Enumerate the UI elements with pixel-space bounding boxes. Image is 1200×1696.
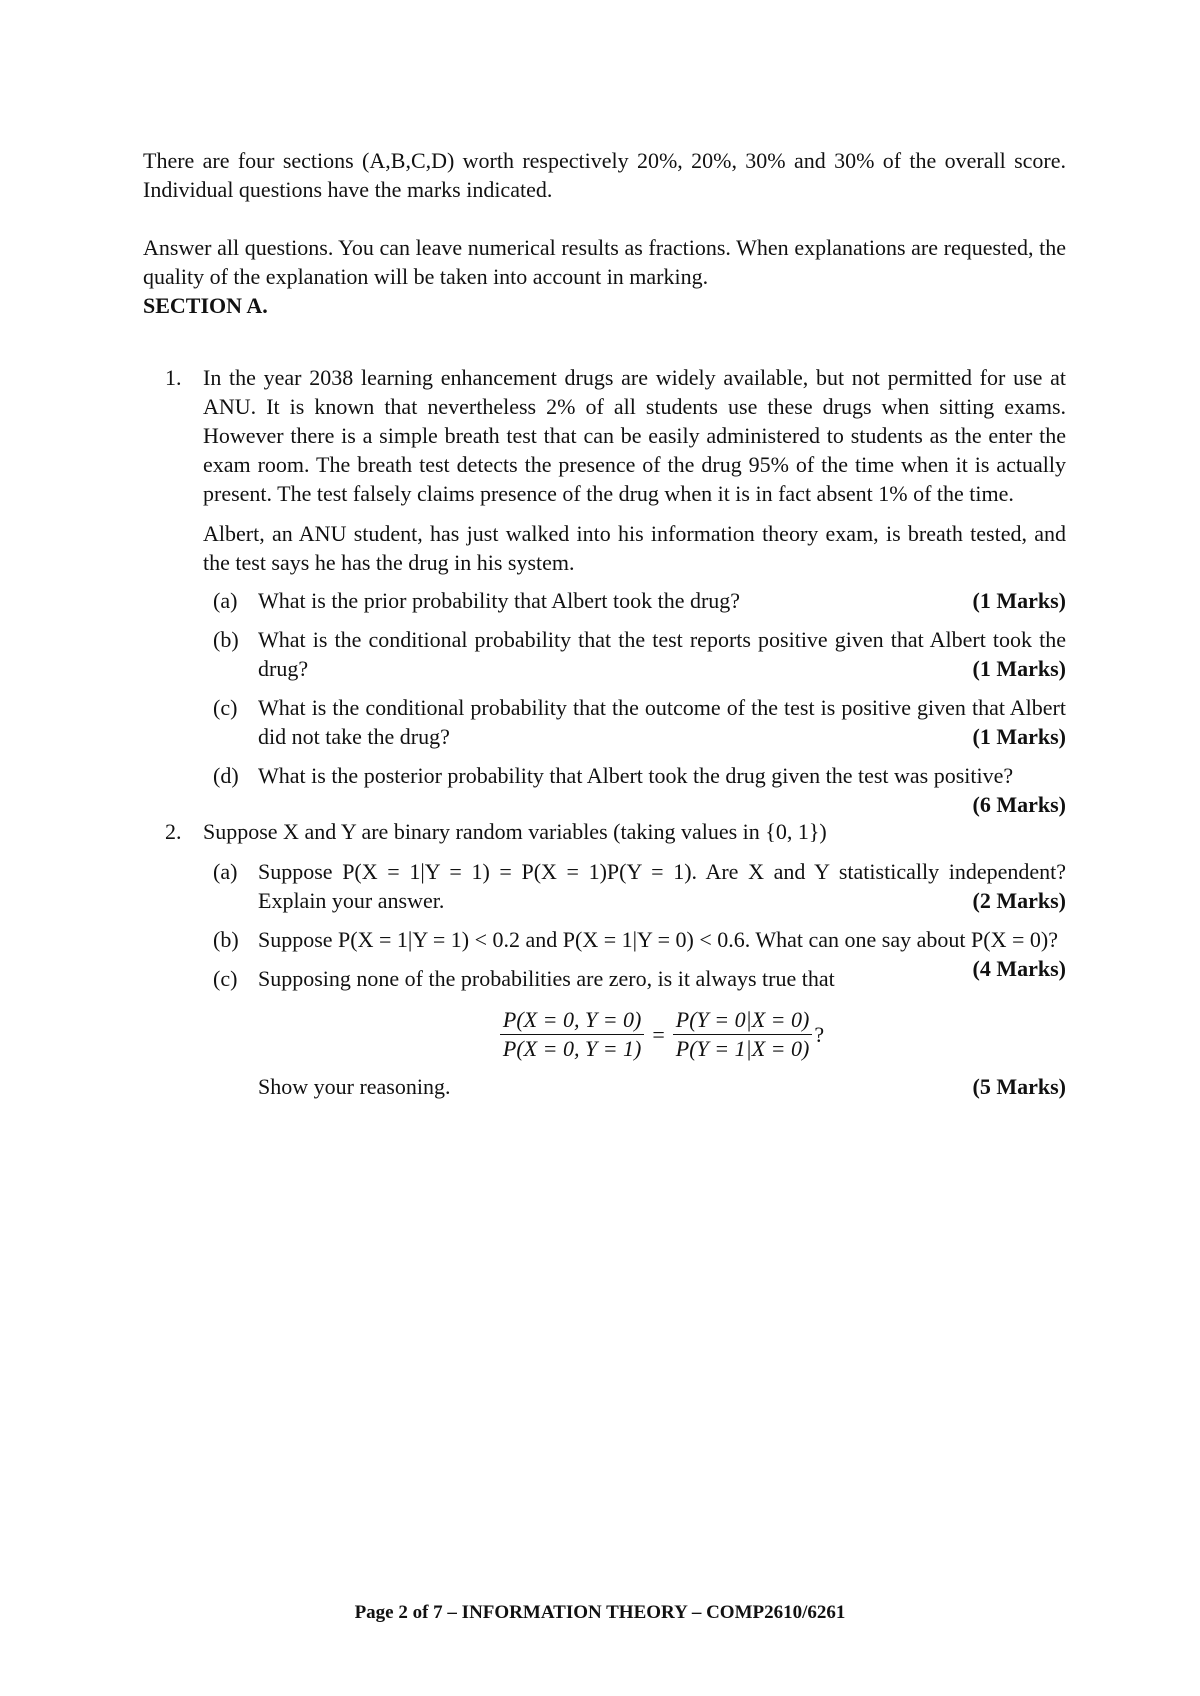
question-1-part-a bbox=[203, 586, 1066, 615]
part-text: Suppose P(X = 1|Y = 1) < 0.2 and P(X = 1|Y = 0) < 0.6. What can one say about P(X = 0)? bbox=[258, 927, 1058, 952]
part-text: What is the prior probability that Albert took the drug? bbox=[258, 588, 741, 613]
part-label: (c) bbox=[213, 695, 238, 720]
part-label: (b) bbox=[213, 627, 239, 652]
question-list bbox=[143, 363, 1066, 1101]
equals-sign: = bbox=[652, 1022, 665, 1047]
question-2-part-a bbox=[203, 857, 1066, 915]
question-1-parts bbox=[203, 586, 1066, 817]
question-1-part-c bbox=[203, 693, 1066, 751]
question-1-part-b bbox=[203, 625, 1066, 683]
marks-badge: (1 Marks) bbox=[972, 724, 1066, 749]
page-footer: Page 2 of 7 – INFORMATION THEORY – COMP2610/6261 bbox=[354, 1602, 846, 1623]
question-2 bbox=[143, 817, 1066, 1101]
exam-page bbox=[143, 146, 1066, 1111]
part-text: Supposing none of the probabilities are zero, is it always true that bbox=[258, 966, 835, 991]
part-label: (a) bbox=[213, 588, 238, 613]
ratio-formula bbox=[258, 1007, 1066, 1062]
question-1-part-d bbox=[203, 761, 1066, 817]
lhs-fraction bbox=[500, 1007, 644, 1062]
part-label: (c) bbox=[213, 966, 238, 991]
section-heading: SECTION A. bbox=[143, 293, 268, 318]
part-label: (a) bbox=[213, 859, 238, 884]
question-number: 2. bbox=[165, 819, 182, 844]
part-text: What is the conditional probability that the test reports positive given that Albert took the drug? bbox=[258, 627, 1066, 681]
intro-paragraph-sections: There are four sections (A,B,C,D) worth respectively 20%, 20%, 30% and 30% of the overall score. Individual questions have the marks indicated. bbox=[143, 148, 1066, 202]
question-2-parts bbox=[203, 857, 1066, 1101]
marks-badge: (1 Marks) bbox=[972, 656, 1066, 681]
part-text: Suppose P(X = 1|Y = 1) = P(X = 1)P(Y = 1). Are X and Y statistically independent? Explain your answer. bbox=[258, 859, 1066, 913]
question-1 bbox=[143, 363, 1066, 817]
marks-badge: (2 Marks) bbox=[972, 888, 1066, 913]
lhs-numerator: P(X = 0, Y = 0) bbox=[500, 1007, 644, 1035]
rhs-numerator: P(Y = 0|X = 0) bbox=[673, 1007, 813, 1035]
question-2-part-c bbox=[203, 964, 1066, 1101]
lhs-denominator: P(X = 0, Y = 1) bbox=[502, 1036, 642, 1061]
marks-badge: (5 Marks) bbox=[972, 1074, 1066, 1099]
question-mark: ? bbox=[814, 1022, 825, 1047]
intro-paragraph-instructions: Answer all questions. You can leave numerical results as fractions. When explanations are requested, the quality of the explanation will be taken into account in marking. bbox=[143, 235, 1066, 289]
part-label: (b) bbox=[213, 927, 239, 952]
part-text: What is the posterior probability that Albert took the drug given the test was positive? bbox=[258, 763, 1014, 788]
marks-badge: (4 Marks) bbox=[972, 956, 1066, 981]
marks-badge: (6 Marks) bbox=[972, 792, 1066, 817]
part-text: What is the conditional probability that the outcome of the test is positive given that Albert did not take the drug? bbox=[258, 695, 1066, 749]
question-1-scenario: In the year 2038 learning enhancement drugs are widely available, but not permitted for use at ANU. It is known that nevertheless 2% of all students use these drugs when sitting exams. However there is a simple breath test that can be easily administered to students as the enter the exam room. The breath test detects the presence of the drug 95% of the time when it is actually present. The test falsely claims presence of the drug when it is in fact absent 1% of the time. bbox=[203, 365, 1066, 506]
show-reasoning-text: Show your reasoning. bbox=[258, 1074, 451, 1099]
question-number: 1. bbox=[165, 365, 182, 390]
part-label: (d) bbox=[213, 763, 239, 788]
question-2-intro: Suppose X and Y are binary random variables (taking values in {0, 1}) bbox=[203, 819, 827, 844]
rhs-denominator: P(Y = 1|X = 0) bbox=[675, 1036, 810, 1061]
rhs-fraction bbox=[673, 1007, 813, 1062]
question-1-context: Albert, an ANU student, has just walked into his information theory exam, is breath tested, and the test says he has the drug in his system. bbox=[203, 521, 1066, 575]
marks-badge: (1 Marks) bbox=[972, 588, 1066, 613]
